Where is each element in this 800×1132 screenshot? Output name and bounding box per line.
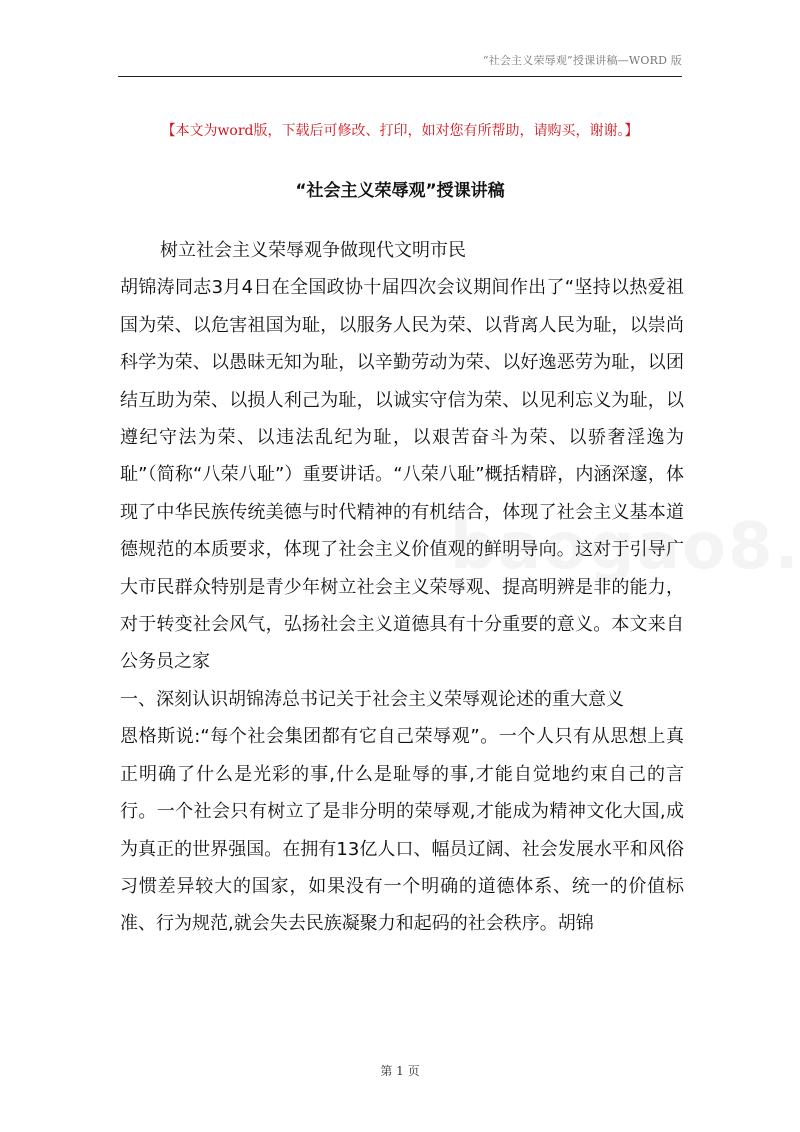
document-body: [120, 232, 684, 943]
document-title: “社会主义荣辱观”授课讲稿: [295, 181, 505, 201]
running-header: “社会主义荣辱观”授课讲稿—WORD 版: [482, 54, 682, 67]
page-number: 第 1 页: [380, 1064, 420, 1078]
download-notice: 【本文为word版，下载后可修改、打印，如对您有所帮助，请购买，谢谢。】: [161, 123, 639, 139]
header-divider: [118, 76, 682, 77]
body-paragraph: 胡锦涛同志3月4日在全国政协十届四次会议期间作出了“坚持以热爱祖国为荣、以危害祖国为耻，以服务人民为荣、以背离人民为耻，以崇尚科学为荣、以愚昧无知为耻，以辛勤劳动为荣、以好逸恶劳为耻，以团结互助为荣、以损人利己为耻，以诚实守信为荣、以见利忘义为耻，以遵纪守法为荣、以违法乱纪为耻，以艰苦奋斗为荣、以骄奢淫逸为耻”（简称“八荣八耻”）重要讲话。“八荣八耻”概括精辟，内涵深邃，体现了中华民族传统美德与时代精神的有机结合，体现了社会主义基本道德规范的本质要求，体现了社会主义价值观的鲜明导向。这对于引导广大市民群众特别是青少年树立社会主义荣辱观、提高明辨是非的能力，对于转变社会风气，弘扬社会主义道德具有十分重要的意义。本文来自公务员之家: [120, 277, 684, 673]
body-paragraph: 恩格斯说:“每个社会集团都有它自己荣辱观”。一个人只有从思想上真正明确了什么是光彩的事,什么是耻辱的事,才能自觉地约束自己的言行。一个社会只有树立了是非分明的荣辱观,才能成为精神文化大国,成为真正的世界强国。在拥有13亿人口、幅员辽阔、社会发展水平和风俗习惯差异较大的国家，如果没有一个明确的道德体系、统一的价值标准、行为规范,就会失去民族凝聚力和起码的社会秩序。胡锦: [120, 726, 684, 935]
subtitle-paragraph: 树立社会主义荣辱观争做现代文明市民: [160, 240, 466, 261]
section-heading: 一、深刻认识胡锦涛总书记关于社会主义荣辱观论述的重大意义: [120, 688, 624, 710]
